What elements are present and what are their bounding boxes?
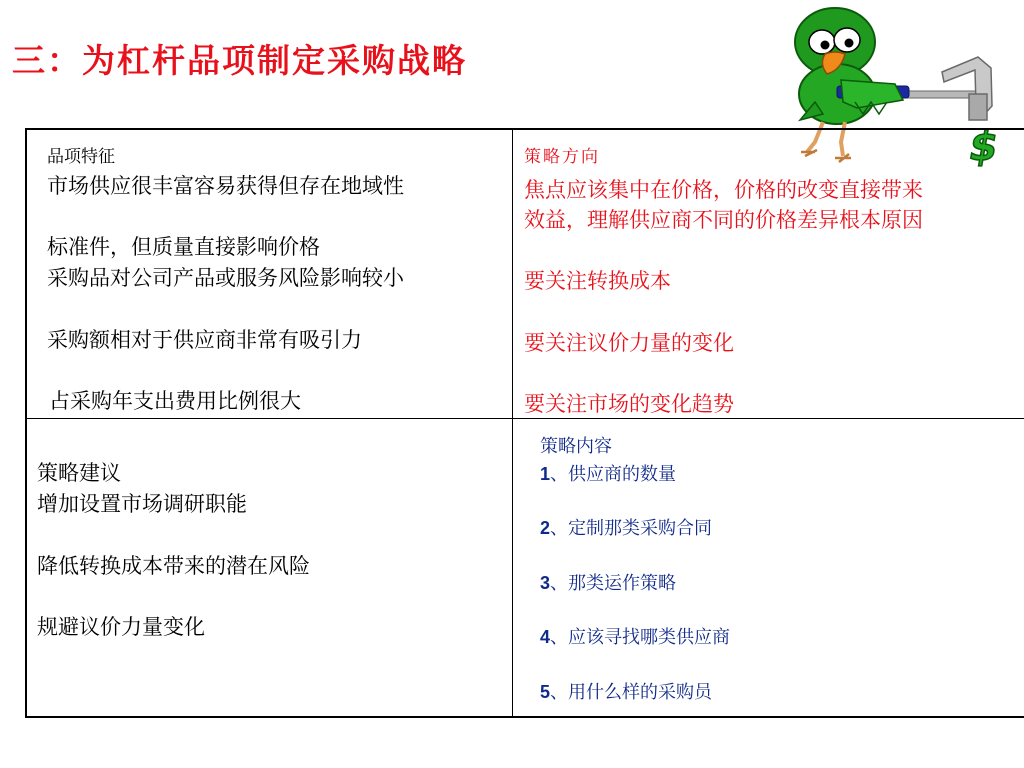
feature-item: 占采购年支出费用比例很大 <box>49 389 301 413</box>
direction-item: 要关注转换成本 <box>524 269 671 293</box>
feature-item: 市场供应很丰富容易获得但存在地域性 <box>47 174 404 198</box>
direction-heading: 策略方向 <box>524 147 600 167</box>
suggestions-cell <box>27 419 513 716</box>
features-heading: 品项特征 <box>47 147 115 167</box>
strategy-table <box>25 128 1024 718</box>
direction-item: 要关注议价力量的变化 <box>524 331 734 355</box>
dollar-sign: $ <box>965 123 1002 170</box>
feature-item: 标准件，但质量直接影响价格 <box>47 235 320 259</box>
suggestion-item: 规避议价力量变化 <box>37 615 205 639</box>
page-title: 三：为杠杆品项制定采购战略 <box>12 41 467 80</box>
content-heading: 策略内容 <box>540 436 612 457</box>
suggestion-item: 降低转换成本带来的潜在风险 <box>37 554 310 578</box>
suggestion-item: 增加设置市场调研职能 <box>37 492 247 516</box>
content-item: 3、那类运作策略 <box>540 573 677 594</box>
direction-item: 焦点应该集中在价格，价格的改变直接带来 <box>524 178 923 202</box>
feature-item: 采购额相对于供应商非常有吸引力 <box>47 328 362 352</box>
content-item: 1、供应商的数量 <box>540 464 677 485</box>
content-cell <box>513 419 1024 716</box>
suggestions-heading: 策略建议 <box>37 461 121 485</box>
content-item: 5、用什么样的采购员 <box>540 682 713 703</box>
direction-cell <box>513 130 1024 419</box>
content-item: 2、定制那类采购合同 <box>540 518 713 539</box>
content-item: 4、应该寻找哪类供应商 <box>540 627 731 648</box>
direction-item: 效益，理解供应商不同的价格差异根本原因 <box>524 208 923 232</box>
direction-item: 要关注市场的变化趋势 <box>524 392 734 416</box>
features-cell <box>27 130 513 419</box>
feature-item: 采购品对公司产品或服务风险影响较小 <box>47 266 404 290</box>
